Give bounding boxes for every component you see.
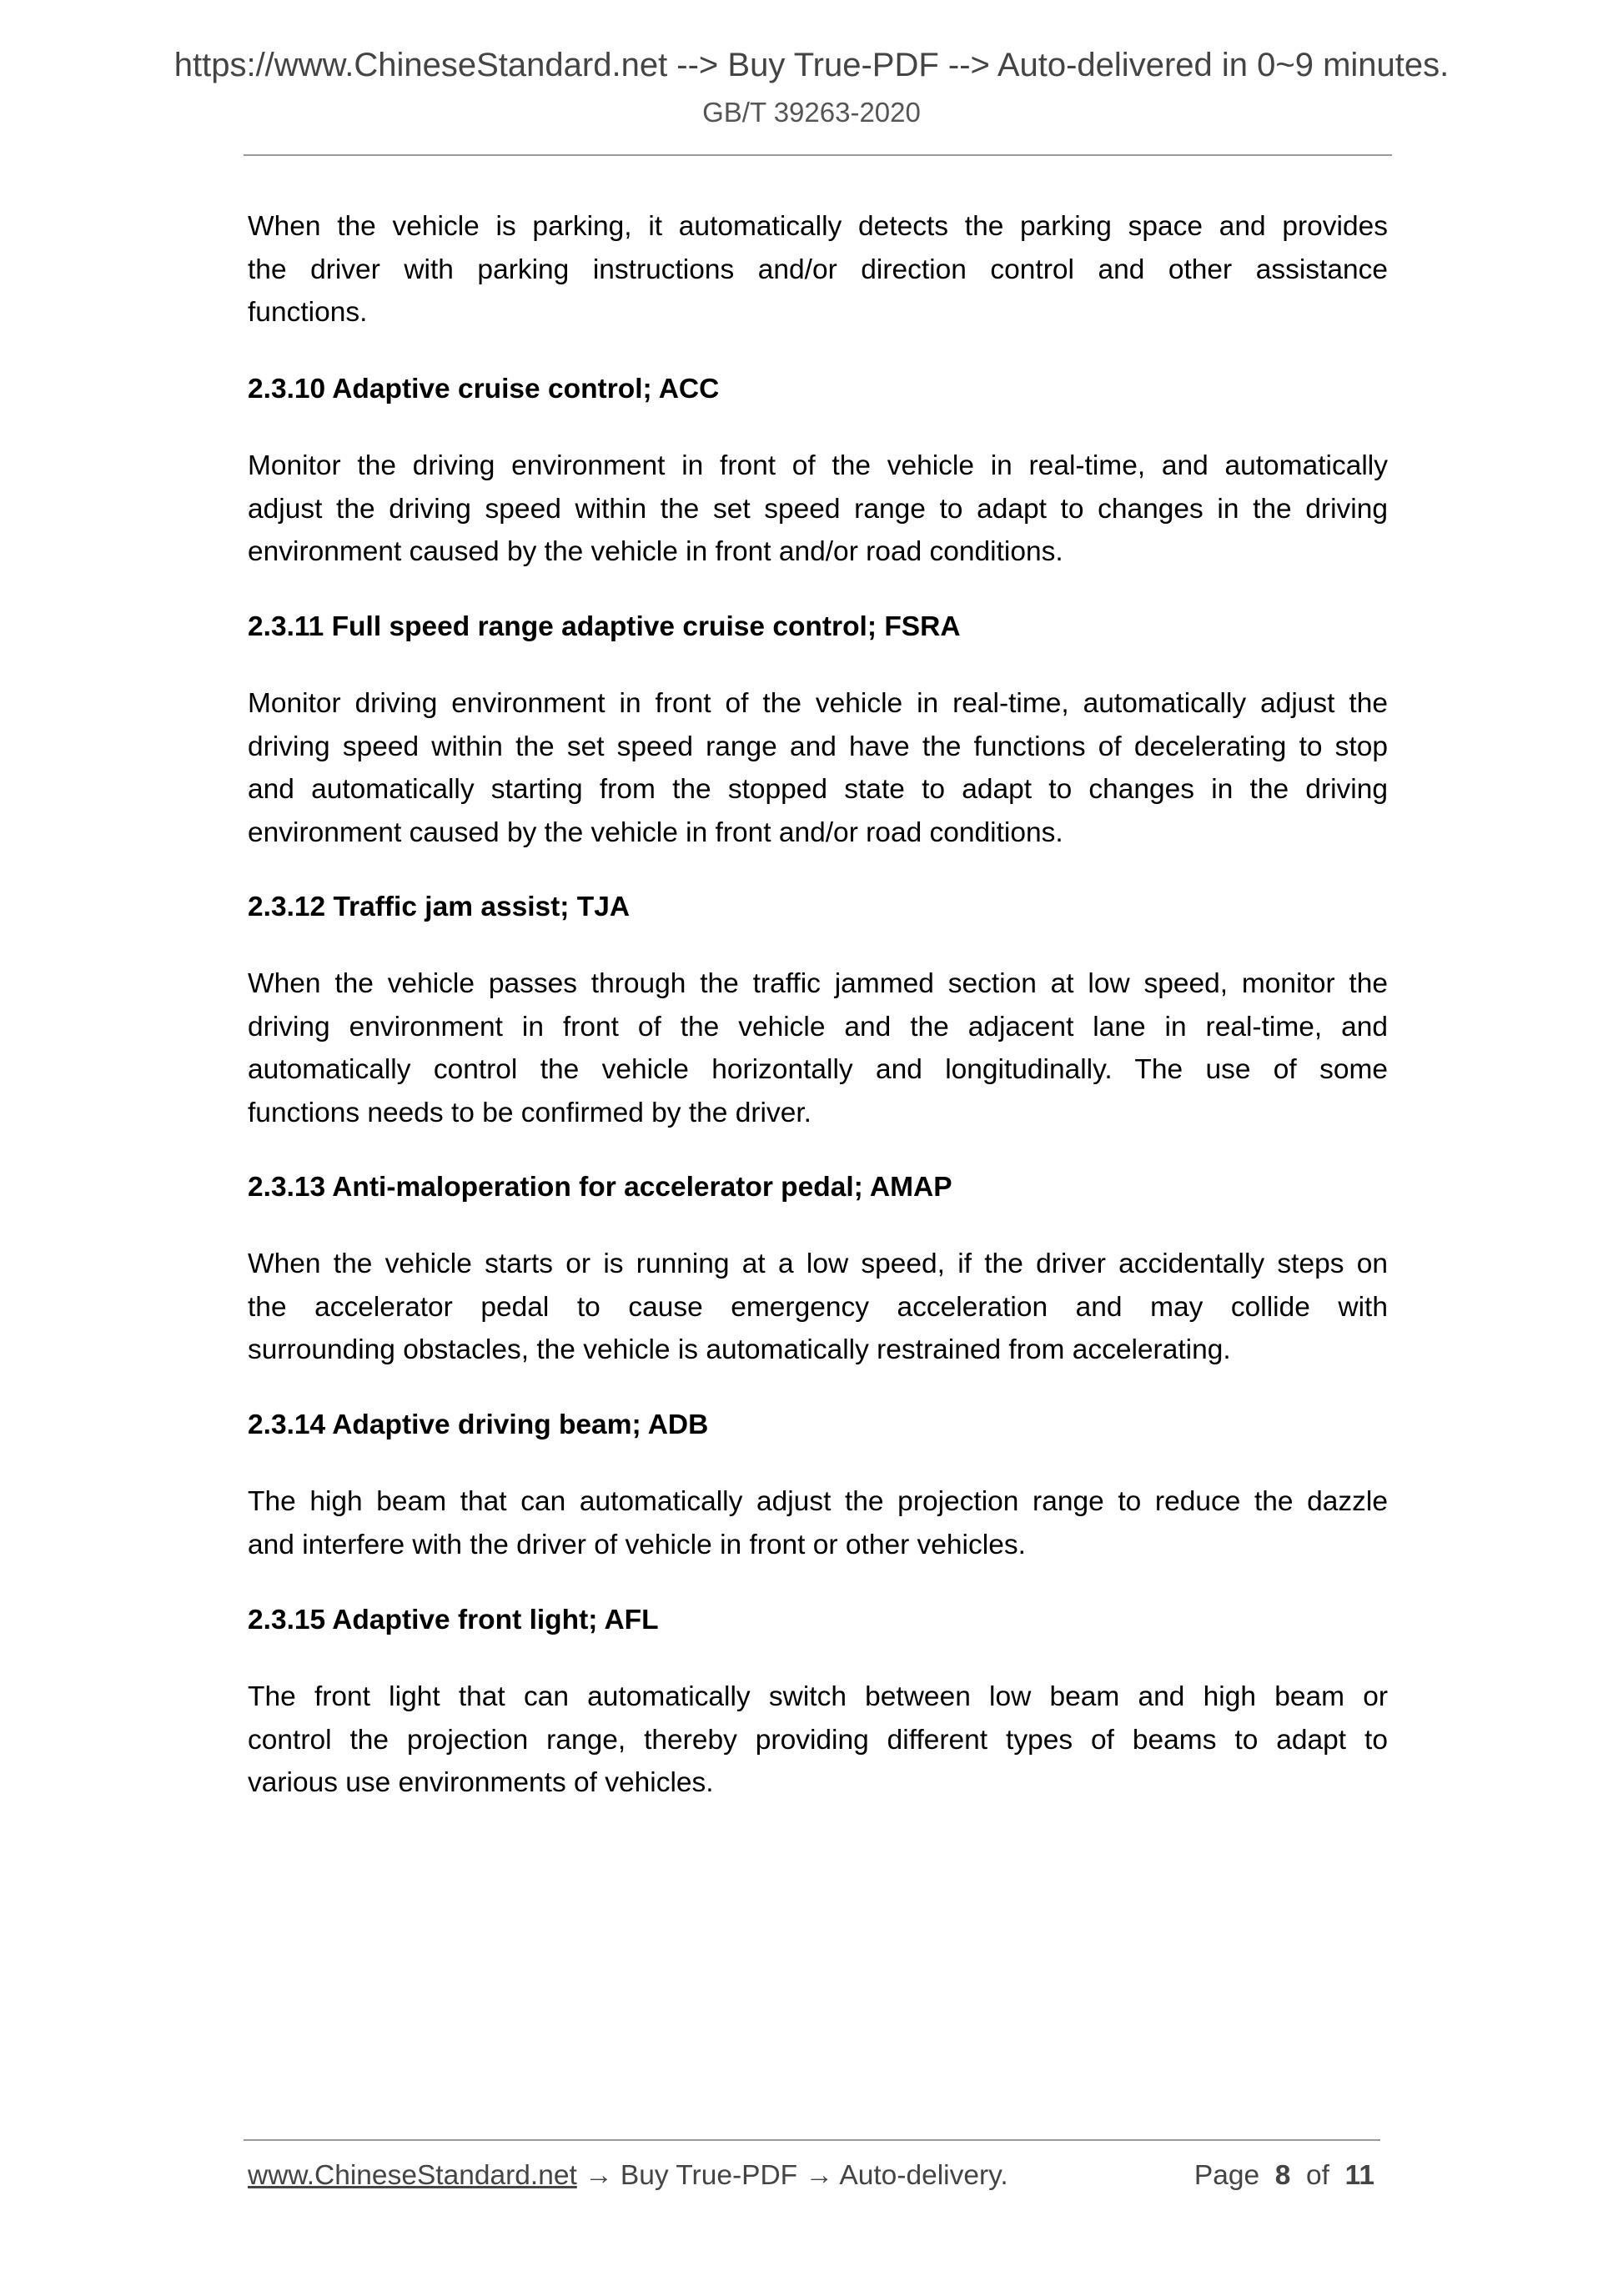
- text-line: When the vehicle starts or is running at a low speed, if the driver accidentally steps on: [248, 1248, 1388, 1279]
- text-line: Monitor driving environment in front of the vehicle in real-time, automatically adjust the: [248, 688, 1388, 719]
- text-line: 2.3.11 Full speed range adaptive cruise control; FSRA: [248, 611, 961, 642]
- website-link[interactable]: www.ChineseStandard.net: [248, 2160, 577, 2191]
- text-line: surrounding obstacles, the vehicle is automatically restrained from accelerating.: [248, 1334, 1231, 1365]
- paragraph: [248, 1676, 1388, 1805]
- text-line: Monitor the driving environment in front of the vehicle in real-time, and automatically: [248, 450, 1388, 481]
- paragraph: [248, 205, 1388, 334]
- footer-divider: [244, 2139, 1380, 2141]
- text-line: adjust the driving speed within the set speed range to adapt to changes in the driving: [248, 493, 1388, 525]
- paragraph: [248, 962, 1388, 1134]
- text-line: environment caused by the vehicle in front and/or road conditions.: [248, 816, 1063, 848]
- page-number: 8: [1274, 2160, 1291, 2191]
- text-line: driving environment in front of the vehicle and the adjacent lane in real-time, and: [248, 1011, 1388, 1042]
- text-line: environment caused by the vehicle in front and/or road conditions.: [248, 536, 1063, 567]
- text-line: and automatically starting from the stopped state to adapt to changes in the driving: [248, 774, 1388, 805]
- section-heading: [248, 1404, 1388, 1447]
- text-line: The high beam that can automatically adjust the projection range to reduce the dazzle: [248, 1486, 1388, 1517]
- of-label: of: [1306, 2160, 1329, 2191]
- page-label: Page: [1193, 2160, 1260, 2191]
- header-banner: https://www.ChineseStandard.net --> Buy True-PDF --> Auto-delivered in 0~9 minutes.: [173, 47, 1450, 83]
- text-line: various use environments of vehicles.: [248, 1767, 714, 1798]
- section-heading: [248, 368, 1388, 411]
- footer-tagline: → Buy True-PDF → Auto-delivery.: [576, 2160, 1008, 2191]
- text-line: 2.3.15 Adaptive front light; AFL: [248, 1605, 659, 1635]
- paragraph: [248, 682, 1388, 854]
- text-line: 2.3.13 Anti-maloperation for accelerator pedal; AMAP: [248, 1172, 952, 1203]
- text-line: When the vehicle passes through the traffic jammed section at low speed, monitor the: [248, 968, 1388, 999]
- text-line: The front light that can automatically switch between low beam and high beam or: [248, 1681, 1388, 1712]
- text-line: and interfere with the driver of vehicle in front or other vehicles.: [248, 1529, 1026, 1560]
- page-indicator: [1194, 2160, 1374, 2192]
- section-heading: [248, 886, 1388, 929]
- text-line: 2.3.14 Adaptive driving beam; ADB: [248, 1409, 709, 1440]
- section-heading: [248, 1599, 1388, 1642]
- paragraph: [248, 1243, 1388, 1372]
- text-line: automatically control the vehicle horizontally and longitudinally. The use of some: [248, 1054, 1388, 1085]
- text-line: functions.: [248, 297, 368, 328]
- section-heading: [248, 1166, 1388, 1209]
- text-line: the driver with parking instructions and/or direction control and other assistance: [248, 254, 1388, 285]
- page-total: 11: [1344, 2160, 1374, 2191]
- text-line: control the projection range, thereby providing different types of beams to adapt to: [248, 1724, 1388, 1756]
- paragraph: [248, 445, 1388, 574]
- text-line: driving speed within the set speed range and have the functions of decelerating to stop: [248, 731, 1388, 762]
- text-line: functions needs to be confirmed by the driver.: [248, 1097, 812, 1128]
- paragraph: [248, 1480, 1388, 1566]
- text-line: When the vehicle is parking, it automatically detects the parking space and provides: [248, 211, 1388, 242]
- footer-left: [248, 2160, 1008, 2192]
- text-line: the accelerator pedal to cause emergency acceleration and may collide with: [248, 1291, 1388, 1323]
- section-heading: [248, 605, 1388, 649]
- header-divider: [244, 154, 1392, 156]
- standard-number: GB/T 39263-2020: [702, 97, 921, 128]
- text-line: 2.3.12 Traffic jam assist; TJA: [248, 892, 631, 922]
- text-line: 2.3.10 Adaptive cruise control; ACC: [248, 374, 720, 404]
